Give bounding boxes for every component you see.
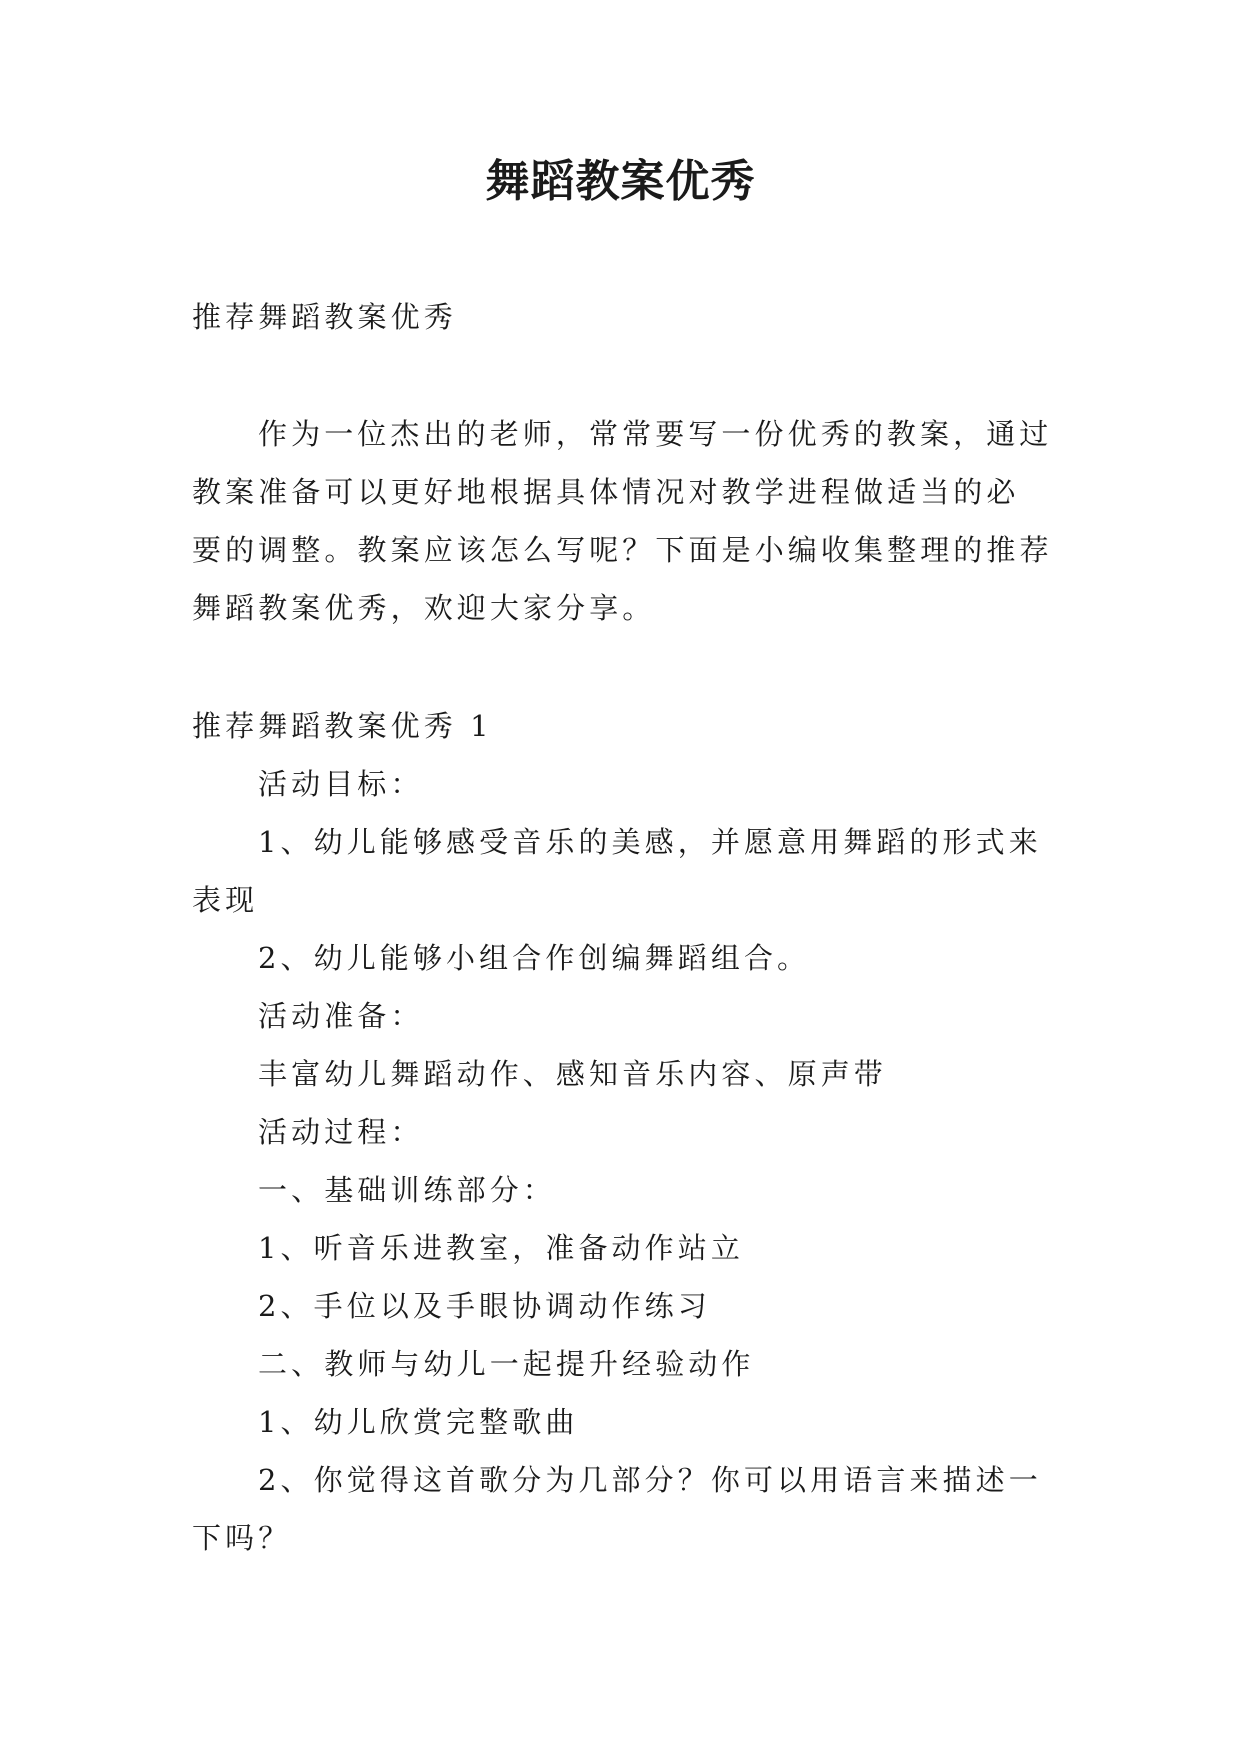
intro-line: 教案准备可以更好地根据具体情况对教学进程做适当的必 bbox=[192, 475, 1020, 509]
section-label: 活动过程： bbox=[258, 1115, 424, 1149]
section-label: 活动准备： bbox=[258, 999, 424, 1033]
list-item: 1、幼儿欣赏完整歌曲 bbox=[258, 1405, 579, 1439]
subsection-heading: 二、教师与幼儿一起提升经验动作 bbox=[258, 1347, 755, 1381]
list-item: 2、你觉得这首歌分为几部分？你可以用语言来描述一 bbox=[258, 1463, 1042, 1497]
document-title: 舞蹈教案优秀 bbox=[485, 156, 756, 207]
document-subtitle: 推荐舞蹈教案优秀 bbox=[192, 300, 457, 334]
list-item: 1、听音乐进教室，准备动作站立 bbox=[258, 1231, 744, 1265]
list-item-continuation: 表现 bbox=[192, 883, 259, 917]
section-label: 活动目标： bbox=[258, 767, 424, 801]
intro-line: 要的调整。教案应该怎么写呢？下面是小编收集整理的推荐 bbox=[192, 533, 1053, 567]
paragraph-line: 丰富幼儿舞蹈动作、感知音乐内容、原声带 bbox=[258, 1057, 887, 1091]
subsection-heading: 一、基础训练部分： bbox=[258, 1173, 556, 1207]
list-item: 1、幼儿能够感受音乐的美感，并愿意用舞蹈的形式来 bbox=[258, 825, 1042, 859]
list-item-continuation: 下吗？ bbox=[192, 1521, 292, 1555]
intro-line: 作为一位杰出的老师，常常要写一份优秀的教案，通过 bbox=[258, 417, 1053, 451]
intro-line: 舞蹈教案优秀，欢迎大家分享。 bbox=[192, 591, 656, 625]
list-item: 2、幼儿能够小组合作创编舞蹈组合。 bbox=[258, 941, 811, 975]
section-heading: 推荐舞蹈教案优秀 1 bbox=[192, 709, 493, 743]
list-item: 2、手位以及手眼协调动作练习 bbox=[258, 1289, 711, 1323]
